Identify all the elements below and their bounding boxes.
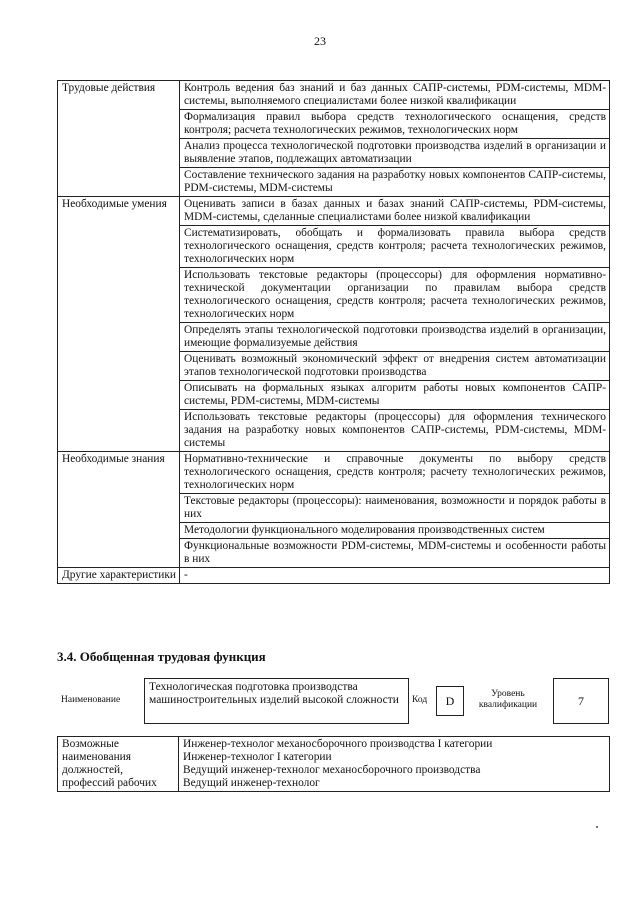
table-row (58, 737, 610, 792)
knowledge-item: Методологии функционального моделирования производственных систем (180, 523, 610, 539)
other-characteristics-value: - (180, 568, 610, 584)
skill-item: Использовать текстовые редакторы (процессоры) для оформления нормативно-технической документации организации по правилам выбора средств технологического оснащения, средств контроля; расчета технологических режимов, технологических норм (180, 268, 610, 323)
labor-action-item: Контроль ведения баз знаний и баз данных САПР-системы, PDM-системы, MDM-системы, выполняемого специалистами более низкой квалификации (180, 81, 610, 110)
qualification-level-label: Уровень квалификации (478, 689, 538, 710)
skill-item: Описывать на формальных языках алгоритм работы новых компонентов САПР-системы, PDM-системы, MDM-системы (180, 381, 610, 410)
positions-list (179, 737, 610, 792)
position-item: Ведущий инженер-технолог (183, 777, 320, 789)
row-label-required-skills: Необходимые умения (58, 197, 180, 452)
labor-function-table (57, 80, 610, 584)
skill-item: Определять этапы технологической подготовки производства изделий в организации, имеющие формализуемые действия (180, 323, 610, 352)
function-name-value: Технологическая подготовка производства машиностроительных изделий высокой сложности (144, 678, 409, 724)
table-row (58, 197, 610, 226)
labor-action-item: Составление технического задания на разработку новых компонентов САПР-системы, PDM-системы, MDM-системы (180, 168, 610, 197)
knowledge-item: Нормативно-технические и справочные документы по выбору средств технологического оснащения, средств контроля; расчету технологических режимов, технологических норм (180, 452, 610, 494)
generalized-function-header (57, 676, 610, 726)
position-item: Инженер-технолог I категории (183, 751, 332, 763)
skill-item: Систематизировать, обобщать и формализовать правила выбора средств технологического оснащения, средств контроля; расчета технологических режимов, технологических норм (180, 226, 610, 268)
skill-item: Оценивать записи в базах данных и базах знаний САПР-системы, PDM-системы, MDM-системы, сделанные специалистами более низкой квалификации (180, 197, 610, 226)
code-value: D (436, 686, 464, 716)
labor-action-item: Анализ процесса технологической подготовки производства изделий в организации и выявление этапов, подлежащих автоматизации (180, 139, 610, 168)
name-label: Наименование (61, 695, 121, 705)
skill-item: Оценивать возможный экономический эффект от внедрения систем автоматизации этапов технологической подготовки производства (180, 352, 610, 381)
code-label: Код (412, 695, 428, 705)
positions-table (57, 736, 610, 792)
table-row (58, 452, 610, 494)
scan-speck (596, 826, 598, 828)
table-row (58, 81, 610, 110)
knowledge-item: Текстовые редакторы (процессоры): наименования, возможности и порядок работы в них (180, 494, 610, 523)
table-row (58, 568, 610, 584)
position-item: Ведущий инженер-технолог механосборочного производства (183, 764, 481, 776)
row-label-other-characteristics: Другие характеристики (58, 568, 180, 584)
section-title: 3.4. Обобщенная трудовая функция (57, 649, 266, 664)
row-label-required-knowledge: Необходимые знания (58, 452, 180, 568)
labor-action-item: Формализация правил выбора средств технологического оснащения, средств контроля; расчета технологических режимов, технологических норм (180, 110, 610, 139)
knowledge-item: Функциональные возможности PDM-системы, MDM-системы и особенности работы в них (180, 539, 610, 568)
qualification-level-value: 7 (553, 678, 609, 724)
skill-item: Использовать текстовые редакторы (процессоры) для оформления технического задания на разработку новых компонентов САПР-системы, PDM-системы, MDM-системы (180, 410, 610, 452)
row-label-labor-actions: Трудовые действия (58, 81, 180, 197)
page-number: 23 (314, 34, 326, 48)
positions-label: Возможные наименования должностей, профессий рабочих (58, 737, 179, 792)
position-item: Инженер-технолог механосборочного производства I категории (183, 738, 493, 750)
